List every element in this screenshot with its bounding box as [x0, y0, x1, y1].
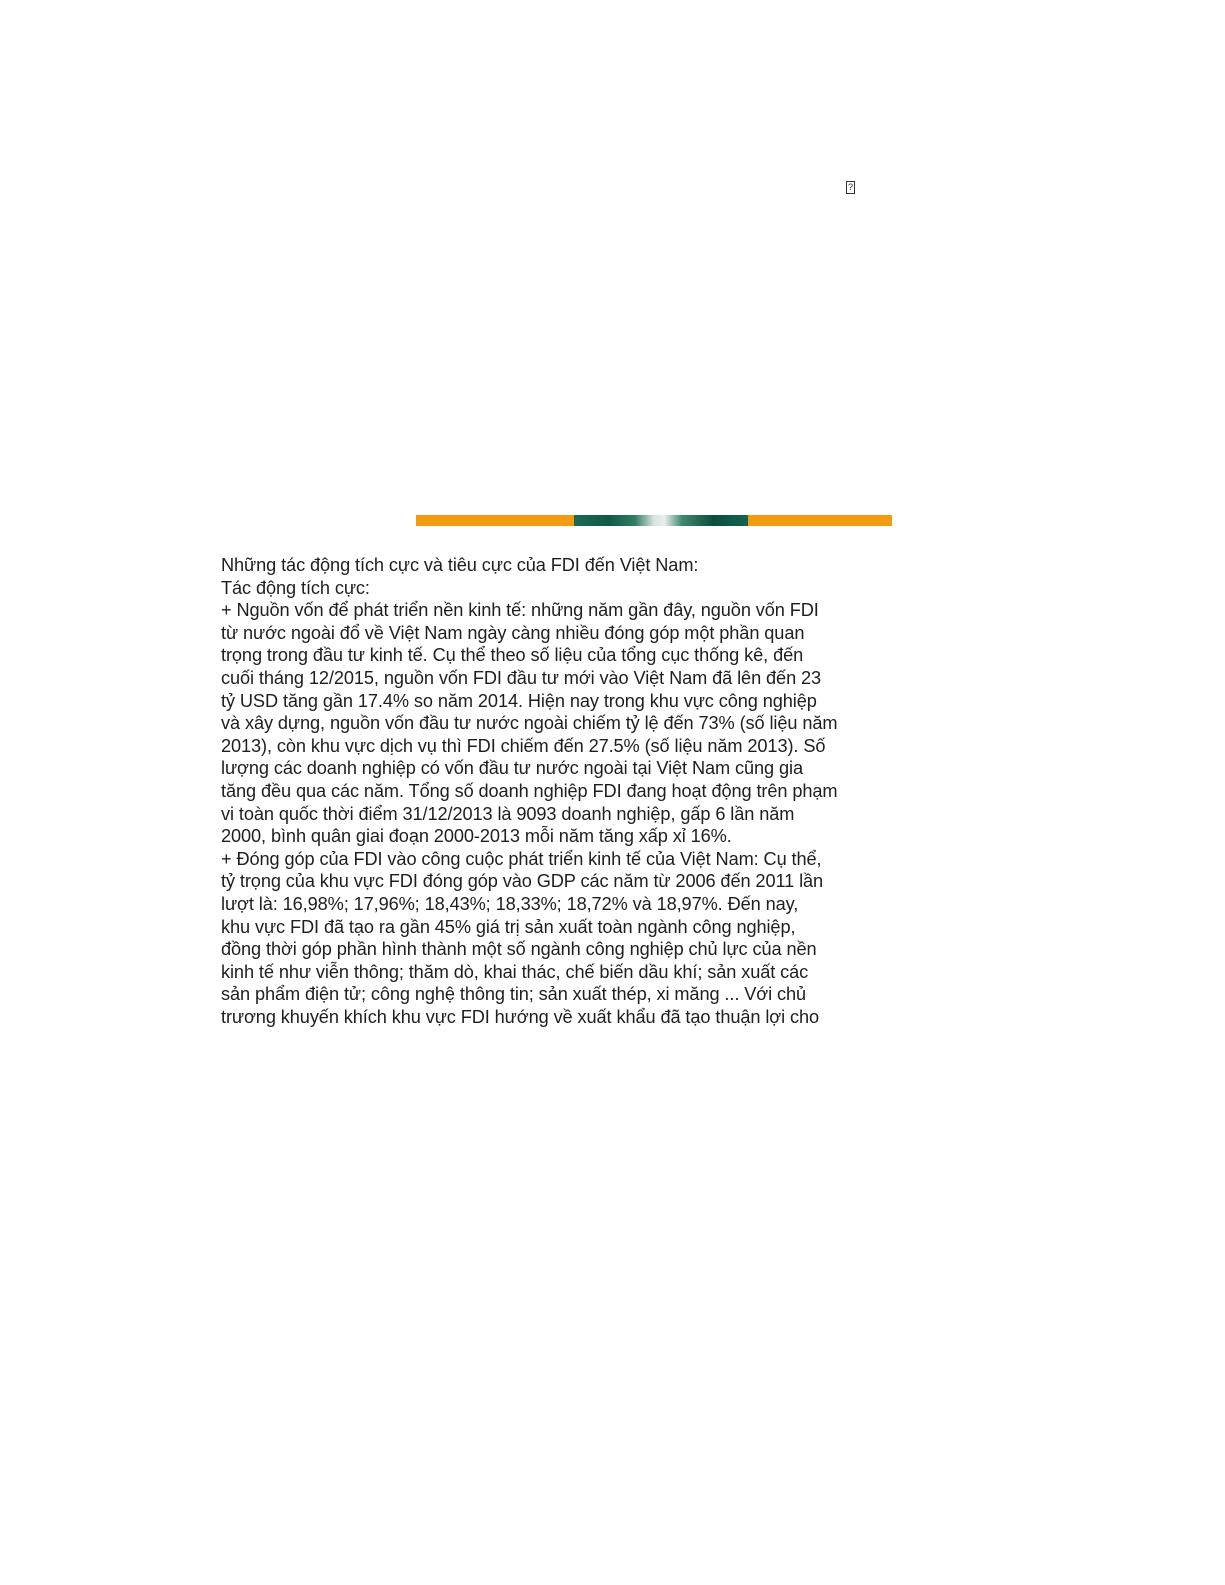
cropped-image-strip	[416, 515, 892, 526]
text-line: Những tác động tích cực và tiêu cực của FDI đến Việt Nam:	[221, 555, 699, 575]
text-line: vi toàn quốc thời điểm 31/12/2013 là 9093 doanh nghiệp, gấp 6 lần năm	[221, 803, 795, 824]
text-line: kinh tế như viễn thông; thăm dò, khai thác, chế biến dầu khí; sản xuất các	[221, 961, 809, 982]
text-line: + Đóng góp của FDI vào công cuộc phát triển kinh tế của Việt Nam: Cụ thể,	[221, 848, 822, 869]
text-line: đồng thời góp phần hình thành một số ngành công nghiệp chủ lực của nền	[221, 939, 817, 960]
text-line: tỷ USD tăng gần 17.4% so năm 2014. Hiện nay trong khu vực công nghiệp	[221, 690, 817, 711]
missing-glyph-box: ?	[847, 182, 853, 192]
document-body-text	[221, 554, 911, 1028]
text-line: từ nước ngoài đổ về Việt Nam ngày càng nhiều đóng góp một phần quan	[221, 622, 805, 643]
text-line: + Nguồn vốn để phát triển nền kinh tế: những năm gần đây, nguồn vốn FDI	[221, 600, 819, 621]
text-line: cuối tháng 12/2015, nguồn vốn FDI đầu tư mới vào Việt Nam đã lên đến 23	[221, 667, 822, 688]
text-line: Tác động tích cực:	[221, 577, 370, 598]
text-line: tỷ trọng của khu vực FDI đóng góp vào GDP các năm từ 2006 đến 2011 lần	[221, 871, 824, 892]
text-line: khu vực FDI đã tạo ra gần 45% giá trị sản xuất toàn ngành công nghiệp,	[221, 916, 796, 937]
text-line: lượt là: 16,98%; 17,96%; 18,43%; 18,33%; 18,72% và 18,97%. Đến nay,	[221, 893, 799, 914]
cropped-photo-section	[574, 515, 748, 526]
text-line: trọng trong đầu tư kinh tế. Cụ thể theo số liệu của tổng cục thống kê, đến	[221, 645, 804, 666]
text-line: lượng các doanh nghiệp có vốn đầu tư nước ngoài tại Việt Nam cũng gia	[221, 758, 803, 779]
text-line: trương khuyến khích khu vực FDI hướng về xuất khẩu đã tạo thuận lợi cho	[221, 1006, 820, 1027]
text-line: 2000, bình quân giai đoạn 2000-2013 mỗi năm tăng xấp xỉ 16%.	[221, 826, 732, 847]
text-line: sản phẩm điện tử; công nghệ thông tin; sản xuất thép, xi măng ... Với chủ	[221, 984, 807, 1005]
text-line: 2013), còn khu vực dịch vụ thì FDI chiếm đến 27.5% (số liệu năm 2013). Số	[221, 735, 826, 756]
text-line: và xây dựng, nguồn vốn đầu tư nước ngoài chiếm tỷ lệ đến 73% (số liệu năm	[221, 713, 838, 734]
text-line: tăng đều qua các năm. Tổng số doanh nghiệp FDI đang hoạt động trên phạm	[221, 780, 838, 801]
